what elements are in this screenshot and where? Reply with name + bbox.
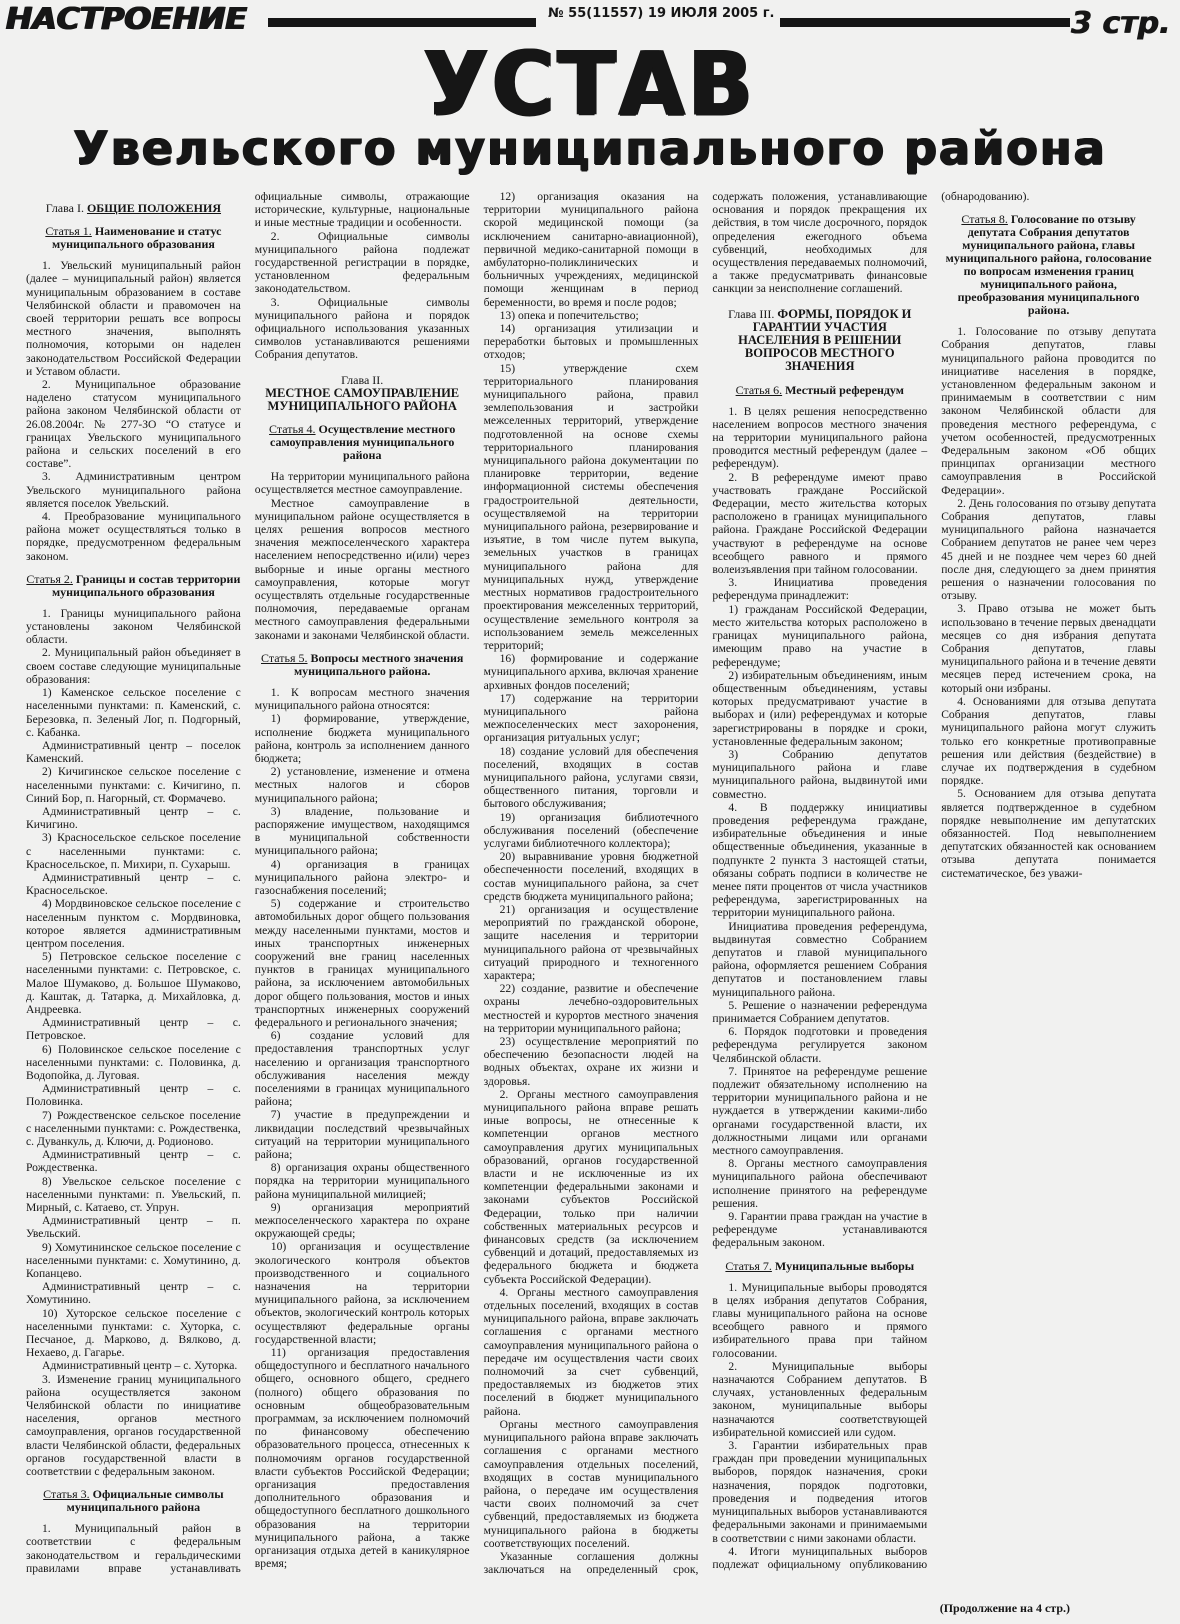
paragraph: 8. Органы местного самоуправления муниципального района обеспечивают исполнение принятого на референдуме решения. — [712, 1157, 928, 1210]
paragraph: Административный центр – с. Кичигино. — [26, 804, 241, 832]
subheadline: Увельского муниципального района — [73, 121, 1107, 175]
paragraph: 5. Решение о назначении референдума принимается Собранием депутатов. — [712, 998, 928, 1025]
paragraph: Инициатива проведения референдума, выдвинутая совместно Собранием депутатов и главой муниципального района, оформляется решением Собрания депутатов и постановлением главы муниципального района. — [712, 919, 928, 999]
paragraph: Местное самоуправление в муниципальном районе осуществляется в целях решения вопросов местного значения межпоселенческого характера населением непосредственно и(или) через выборные и иные органы местного самоуправления, которые могут осуществлять отдельные государственные полномочия, передаваемые органам местного самоуправления федеральными законами и законами Челябинской области. — [254, 496, 470, 642]
article-label: Статья 1. — [45, 224, 92, 239]
paragraph: 3) Собранию депутатов муниципального района и главе муниципального района, выдвинутой ими совместно. — [712, 747, 928, 801]
paragraph: 5) Петровское сельское поселение с населенными пунктами: с. Петровское, с. Малое Шумаково, д. Большое Шумаково, д. Каштак, д. Татарка, д. Михайловка, д. Андреевка. — [26, 950, 241, 1016]
paragraph: 1. К вопросам местного значения муниципального района относятся: — [254, 685, 470, 713]
paragraph: 20) выравнивание уровня бюджетной обеспеченности поселений, входящих в состав муниципального района, за счет средств бюджета муниципального района; — [483, 850, 699, 903]
paragraph: 21) организация и осуществление мероприятий по гражданской обороне, защите населения и территории муниципального района от чрезвычайных ситуаций природного и техногенного характера; — [483, 902, 699, 982]
paragraph: 3. Изменение границ муниципального района осуществляется законом Челябинской области по инициативе населения, органов местного самоуправления, органов государственной власти Челябинской области, федеральных органов государственной власти в соответствии с федеральным законом. — [26, 1372, 241, 1479]
article-title: Местный референдум — [785, 382, 904, 397]
paragraph: 11) организация предоставления общедоступного и бесплатного начального общего, основного общего, среднего (полного) общего образования по основным общеобразовательным программам, за исключением полномочий по финансовому обеспечению образовательного процесса, отнесенных к полномочиям органов государственной власти субъектов Российской Федерации; организация предоставления дополнительного образования и общедоступного бесплатного дошкольного образования на территории муниципального района, а также организация отдыха детей в каникулярное время; — [254, 1346, 470, 1571]
continuation-note: (Продолжение на 4 стр.) — [939, 1601, 1070, 1615]
paragraph: 17) содержание на территории муниципального района межпоселенческих мест захоронения, организация ритуальных услуг; — [483, 691, 699, 745]
paragraph: 4. Органы местного самоуправления отдельных поселений, входящих в состав муниципального района, вправе заключать соглашения с органами местного самоуправления муниципального района о передаче им осуществления части своих полномочий за счет субвенций, предоставляемых из бюджетов этих поселений в бюджет муниципального района. — [483, 1285, 699, 1418]
paragraph: 1. Голосование по отзыву депутата Собрания депутатов, главы муниципального района проводится по инициативе населения в порядке, установленном федеральным законом и принимаемым в соответствии с ним законом Челябинской области для проведения местного референдума, с учетом особенностей, предусмотренных Федеральным законом «Об общих принципах организации местного самоуправления в Российской Федерации». — [941, 325, 1156, 497]
paragraph: 9. Гарантии права граждан на участие в референдуме устанавливаются федеральным законом. — [712, 1210, 928, 1250]
paragraph: 4. Основаниями для отзыва депутата Собрания депутатов, главы муниципального района могут служить только его конкретные противоправные решения или действия (бездействие) в случае их подтверждения в судебном порядке. — [941, 694, 1156, 788]
article-label: Статья 6. — [735, 382, 783, 397]
paragraph: Административный центр – поселок Каменский. — [26, 738, 241, 766]
article-label: Статья 5. — [261, 650, 308, 665]
paragraph: 1. Муниципальный район в соответствии с федеральным законодательством и геральдическими правилами вправе устанавливать официальные символы, отражающие исторические, культурные, национальные и иные местные традиции и особенности. — [26, 190, 470, 1575]
article-8-heading — [941, 213, 1156, 317]
masthead-rule-left — [268, 18, 536, 27]
paragraph: Административный центр – с. Красносельское. — [26, 870, 241, 898]
paragraph: 6) создание условий для предоставления транспортных услуг населению и организация транспортного обслуживания населения между поселениями в границах муниципального района; — [254, 1029, 470, 1109]
section-name: НАСТРОЕНИЕ — [6, 2, 247, 37]
paragraph: 9) организация мероприятий межпоселенческого характера по охране окружающей среды; — [254, 1200, 470, 1241]
paragraph: 2) избирательным объединениям, иным общественным объединениям, уставы которых предусматривают участие в выборах и (или) референдумах и которые зарегистрированы в порядке и сроки, установленные федеральным законом; — [712, 668, 928, 748]
paragraph: 3) Красносельское сельское поселение с населенными пунктами: с. Красносельское, п. Михири, п. Сухарыш. — [26, 831, 241, 871]
paragraph: 2. День голосования по отзыву депутата Собрания депутатов, главы муниципального района назначается Собранием депутатов не ранее чем через 45 дней и не позднее чем через 60 дней после дня, следующего за днем принятия решения о назначении голосования по отзыву. — [941, 496, 1156, 603]
paragraph: 4) организация в границах муниципального района электро- и газоснабжения поселений; — [254, 857, 470, 897]
paragraph: 2. Муниципальный район объединяет в своем составе следующие муниципальные образования: — [26, 646, 241, 686]
paragraph: 1) Каменское сельское поселение с населенными пунктами: п. Каменский, с. Березовка, п. Зеленый Лог, п. Подгорный, с. Кабанка. — [26, 686, 241, 739]
chapter-title: МЕСТНОЕ САМОУПРАВЛЕНИЕ МУНИЦИПАЛЬНОГО РАЙОНА — [265, 385, 460, 414]
page-number: 3 стр. — [1070, 6, 1170, 41]
article-label: Статья 8. — [961, 212, 1008, 227]
paragraph: 4. Преобразование муниципального района может осуществляться только в порядке, предусмотренном федеральным законом. — [26, 510, 241, 563]
article-1-heading — [26, 225, 241, 251]
paragraph: 7. Принятое на референдуме решение подлежит обязательному исполнению на территории муниципального района и не нуждается в утверждении какими-либо органами государственной власти, их должностными лицами или органами местного самоуправления. — [712, 1064, 928, 1158]
issue-info: № 55(11557) 19 ИЮЛЯ 2005 г. — [548, 6, 775, 21]
paragraph: 23) осуществление мероприятий по обеспечению безопасности людей на водных объектах, охране их жизни и здоровья. — [483, 1035, 699, 1088]
article-6-heading — [712, 384, 927, 397]
paragraph: 18) создание условий для обеспечения поселений, входящих в состав муниципального района, услугами связи, общественного питания, торговли и бытового обслуживания; — [483, 744, 699, 811]
paragraph: 3. Право отзыва не может быть использовано в течение первых двенадцати месяцев со дня избрания депутата Собрания депутатов, главы муниципального района и в течение девяти месяцев перед истечением срока, на который они избраны. — [941, 602, 1156, 695]
paragraph: 1) формирование, утверждение, исполнение бюджета муниципального района, контроль за исполнением данного бюджета; — [254, 712, 470, 765]
paragraph: 13) опека и попечительство; — [499, 308, 639, 322]
article-label: Статья 4. — [269, 422, 316, 437]
paragraph: 3. Гарантии избирательных прав граждан при проведении муниципальных выборов, порядок назначения, сроки назначения, порядок подготовки, проведения и подведения итогов муниципальных выборов устанавливаются федеральными законами и принимаемыми в соответствии с ними законами области. — [712, 1439, 928, 1545]
chapter-title: ФОРМЫ, ПОРЯДОК И ГАРАНТИИ УЧАСТИЯ НАСЕЛЕНИЯ В РЕШЕНИИ ВОПРОСОВ МЕСТНОГО ЗНАЧЕНИЯ — [738, 306, 912, 374]
article-7-heading — [712, 1260, 927, 1273]
paragraph: 9) Хомутининское сельское поселение с населенными пунктами: с. Хомутинино, д. Копанцево. — [26, 1240, 241, 1281]
paragraph: 3. Инициатива проведения референдума принадлежит: — [712, 576, 928, 603]
paragraph: 14) организация утилизации и переработки бытовых и промышленных отходов; — [483, 322, 699, 362]
paragraph: 2) установление, изменение и отмена местных налогов и сборов муниципального района; — [254, 765, 470, 805]
chapter-1-heading — [26, 202, 241, 215]
paragraph: 2) Кичигинское сельское поселение с населенными пунктами: с. Кичигино, п. Синий Бор, п. Нагорный, ст. Формачево. — [26, 765, 241, 805]
paragraph: 15) утверждение схем территориального планирования муниципального района, правил землепользования и застройки межселенных территорий, утверждение подготовленной на основе схемы территориального планирования муниципального района документации по планировке территории, ведение информационной системы обеспечения градостроительной деятельности, осуществляемой на территории муниципального района, резервирование и изъятие, в том числе путем выкупа, земельных участков в границах муниципального района для муниципальных нужд, утверждение местных нормативов градостроительного проектирования межселенных территорий, осуществление земельного контроля за использованием земель межселенных территорий; — [483, 361, 699, 652]
paragraph: 19) организация библиотечного обслуживания поселений (обеспечение услугами библиотечного коллектора); — [483, 810, 699, 850]
paragraph: 16) формирование и содержание муниципального архива, включая хранение архивных фондов поселений; — [483, 652, 699, 692]
paragraph: Административный центр – с. Петровское. — [26, 1016, 241, 1043]
paragraph: 1. В целях решения непосредственно населением вопросов местного значения на территории муниципального района проводится местный референдум (далее – референдум). — [712, 404, 928, 471]
chapter-2-heading — [255, 374, 470, 414]
chapter-label: Глава II. — [341, 372, 384, 387]
article-label: Статья 2. — [26, 571, 73, 586]
masthead-rule-right — [780, 18, 1070, 27]
headline: УСТАВ — [423, 32, 757, 136]
paragraph: Административный центр – с. Хомутинино. — [26, 1280, 241, 1307]
paragraph: 7) участие в предупреждении и ликвидации последствий чрезвычайных ситуаций на территории муниципального района; — [254, 1108, 470, 1161]
paragraph: 5. Основанием для отзыва депутата является подтвержденное в судебном порядке невыполнение им депутатских обязанностей. Под невыполнением депутатских обязанностей как основанием отзыва депутата понимается систематическое, без уважи- — [941, 787, 1156, 880]
paragraph: 2. Официальные символы муниципального района подлежат государственной регистрации в порядке, установленном федеральным законодательством. — [254, 229, 470, 296]
paragraph: 4. В поддержку инициативы проведения референдума граждане, избирательные объединения и иные общественные объединения, указанные в подпункте 2 пункта 3 настоящей статьи, обязаны собрать подписи в количестве не менее пяти процентов от числа участников референдума, зарегистрированных на территории муниципального района. — [712, 800, 928, 920]
article-5-heading — [255, 652, 470, 678]
paragraph: Административный центр – п. Увельский. — [26, 1214, 241, 1241]
article-2-heading — [26, 573, 241, 599]
paragraph: 2. Муниципальные выборы назначаются Собранием депутатов. В случаях, установленных федеральным законом, муниципальные выборы назначаются соответствующей избирательной комиссией или судом. — [712, 1359, 928, 1439]
paragraph: 1) гражданам Российской Федерации, место жительства которых расположено в границах муниципального района, имеющим право на участие в референдуме; — [712, 602, 928, 669]
paragraph: 3. Административным центром Увельского муниципального района является поселок Увельский. — [26, 470, 241, 510]
paragraph: 8) организация охраны общественного порядка на территории муниципального района муниципальной милицией; — [254, 1161, 470, 1201]
paragraph: 10) Хуторское сельское поселение с населенными пунктами: с. Хуторка, с. Песчаное, д. Марково, д. Вялково, д. Нехаево, д. Гагарье. — [26, 1306, 241, 1360]
article-title: Муниципальные выборы — [774, 1258, 915, 1273]
paragraph: 4. Итоги муниципальных выборов подлежат официальному опубликованию (обнародованию). — [712, 190, 1030, 1571]
paragraph: Административный центр – с. Рождественка. — [26, 1148, 241, 1175]
paragraph: На территории муниципального района осуществляется местное самоуправление. — [254, 470, 470, 497]
paragraph: 10) организация и осуществление экологического контроля объектов производственного и социального назначения на территории муниципального района, за исключением объектов, экологический контроль которых осуществляют федеральные органы государственной власти; — [254, 1240, 470, 1346]
article-body — [26, 190, 1156, 1580]
article-title: Официальные символы муниципального района — [66, 1487, 224, 1515]
article-4-heading — [255, 423, 470, 462]
article-title: Голосование по отзыву депутата Собрания депутатов муниципального района, главы муниципального района, голосование по вопросам изменения границ муниципального района, преобразования муниципального района. — [945, 212, 1152, 318]
paragraph: Органы местного самоуправления муниципального района вправе заключать соглашения с органами местного самоуправления отдельных поселений, входящих в состав муниципального района, о передаче им осуществления части своих полномочий за счет субвенций, предоставляемых из бюджета муниципального района в бюджеты соответствующих поселений. — [483, 1417, 699, 1550]
paragraph: 2. В референдуме имеют право участвовать граждане Российской Федерации, место жительства которых расположено в границах муниципального района. Граждане Российской Федерации участвуют в референдуме на основе всеобщего равного и прямого волеизъявления при тайном голосовании. — [712, 470, 928, 577]
paragraph: 5) содержание и строительство автомобильных дорог общего пользования между населенными пунктами, мостов и иных транспортных инженерных сооружений вне границ населенных пунктов в границах муниципального района, за исключением автомобильных дорог общего пользования, мостов и иных транспортных инженерных сооружений федерального и регионального значения; — [254, 897, 470, 1029]
paragraph: 22) создание, развитие и обеспечение охраны лечебно-оздоровительных местностей и курортов местного значения на территории муниципального района; — [483, 982, 699, 1035]
paragraph: 7) Рождественское сельское поселение с населенными пунктами: с. Рождественка, с. Дуванкуль, д. Ключи, д. Родионово. — [26, 1108, 241, 1148]
paragraph: Административный центр – с. Половинка. — [26, 1082, 241, 1109]
paragraph: Указанные соглашения должны заключаться на определенный срок, содержать положения, устанавливающие основания и порядок прекращения их действия, в том числе досрочного, порядок определения ежегодного объема субвенций, необходимых для осуществления передаваемых полномочий, а также предусматривать финансовые санкции за неисполнение соглашений. — [483, 190, 928, 1577]
paragraph: 6) Половинское сельское поселение с населенными пунктами: с. Половинка, д. Водопойка, д. Луговая. — [26, 1042, 241, 1082]
chapter-label: Глава I. — [45, 201, 84, 215]
paragraph: 2. Муниципальное образование наделено статусом муниципального района законом Челябинской области от 26.08.2004г. № 277-ЗО “О статусе и границах Увельского муниципального района и сельских поселений в его составе”. — [26, 378, 241, 471]
paragraph: 2. Органы местного самоуправления муниципального района вправе решать иные вопросы, не отнесенные к компетенции органов местного самоуправления других муниципальных образований, органов государственной власти и не исключенные из их компетенции федеральными законами и законами субъектов Российской Федерации, только при наличии собственных материальных ресурсов и финансовых средств (за исключением субвенций и дотаций, предоставляемых из федерального бюджета и бюджета субъекта Российской Федерации). — [483, 1087, 699, 1286]
chapter-label: Глава III. — [728, 306, 775, 321]
paragraph: 8) Увельское сельское поселение с населенными пунктами: п. Увельский, п. Мирный, с. Катаево, ст. Упрун. — [26, 1174, 241, 1215]
paragraph: 1. Увельский муниципальный район (далее – муниципальный район) является муниципальным образованием в составе Челябинской области и правомочен на своей территории решать все вопросы местного значения, выполнять полномочия, которыми он наделен законодательством Российской Федерации и Уставом области. — [26, 259, 241, 378]
paragraph: 4) Мордвиновское сельское поселение с населенным пунктом с. Мордвиновка, которое является административным центром поселения. — [26, 897, 241, 950]
chapter-title: ОБЩИЕ ПОЛОЖЕНИЯ — [86, 201, 222, 215]
paragraph: 1. Границы муниципального района установлены законом Челябинской области. — [26, 606, 241, 647]
article-label: Статья 3. — [43, 1487, 90, 1502]
paragraph: 1. Муниципальные выборы проводятся в целях избрания депутатов Собрания, главы муниципального района на основе всеобщего равного и прямого избирательного права при тайном голосовании. — [712, 1280, 928, 1360]
article-label: Статья 7. — [725, 1258, 772, 1273]
article-title: Осуществление местного самоуправления муниципального района — [270, 422, 456, 463]
paragraph: 6. Порядок подготовки и проведения референдума регулируется законом Челябинской области. — [712, 1025, 928, 1065]
article-title: Границы и состав территории муниципального образования — [51, 571, 241, 599]
paragraph: 12) организация оказания на территории муниципального района скорой медицинской помощи (за исключением санитарно-авиационной), первичной медико-санитарной помощи в амбулаторно-поликлинических и больничных учреждениях, медицинской помощи женщинам в период беременности, во время и после родов; — [483, 190, 699, 309]
article-title: Вопросы местного значения муниципального района. — [293, 650, 464, 678]
paragraph: 3) владение, пользование и распоряжение имуществом, находящимся в муниципальной собственности муниципального района; — [254, 804, 470, 858]
paragraph: Административный центр – с. Хуторка. — [42, 1359, 238, 1373]
chapter-3-heading — [712, 308, 927, 374]
paragraph: 3. Официальные символы муниципального района и порядок официального использования указанных символов устанавливаются решениями Собрания депутатов. — [254, 295, 470, 362]
article-title: Наименование и статус муниципального образования — [51, 224, 222, 252]
article-3-heading — [26, 1488, 241, 1514]
